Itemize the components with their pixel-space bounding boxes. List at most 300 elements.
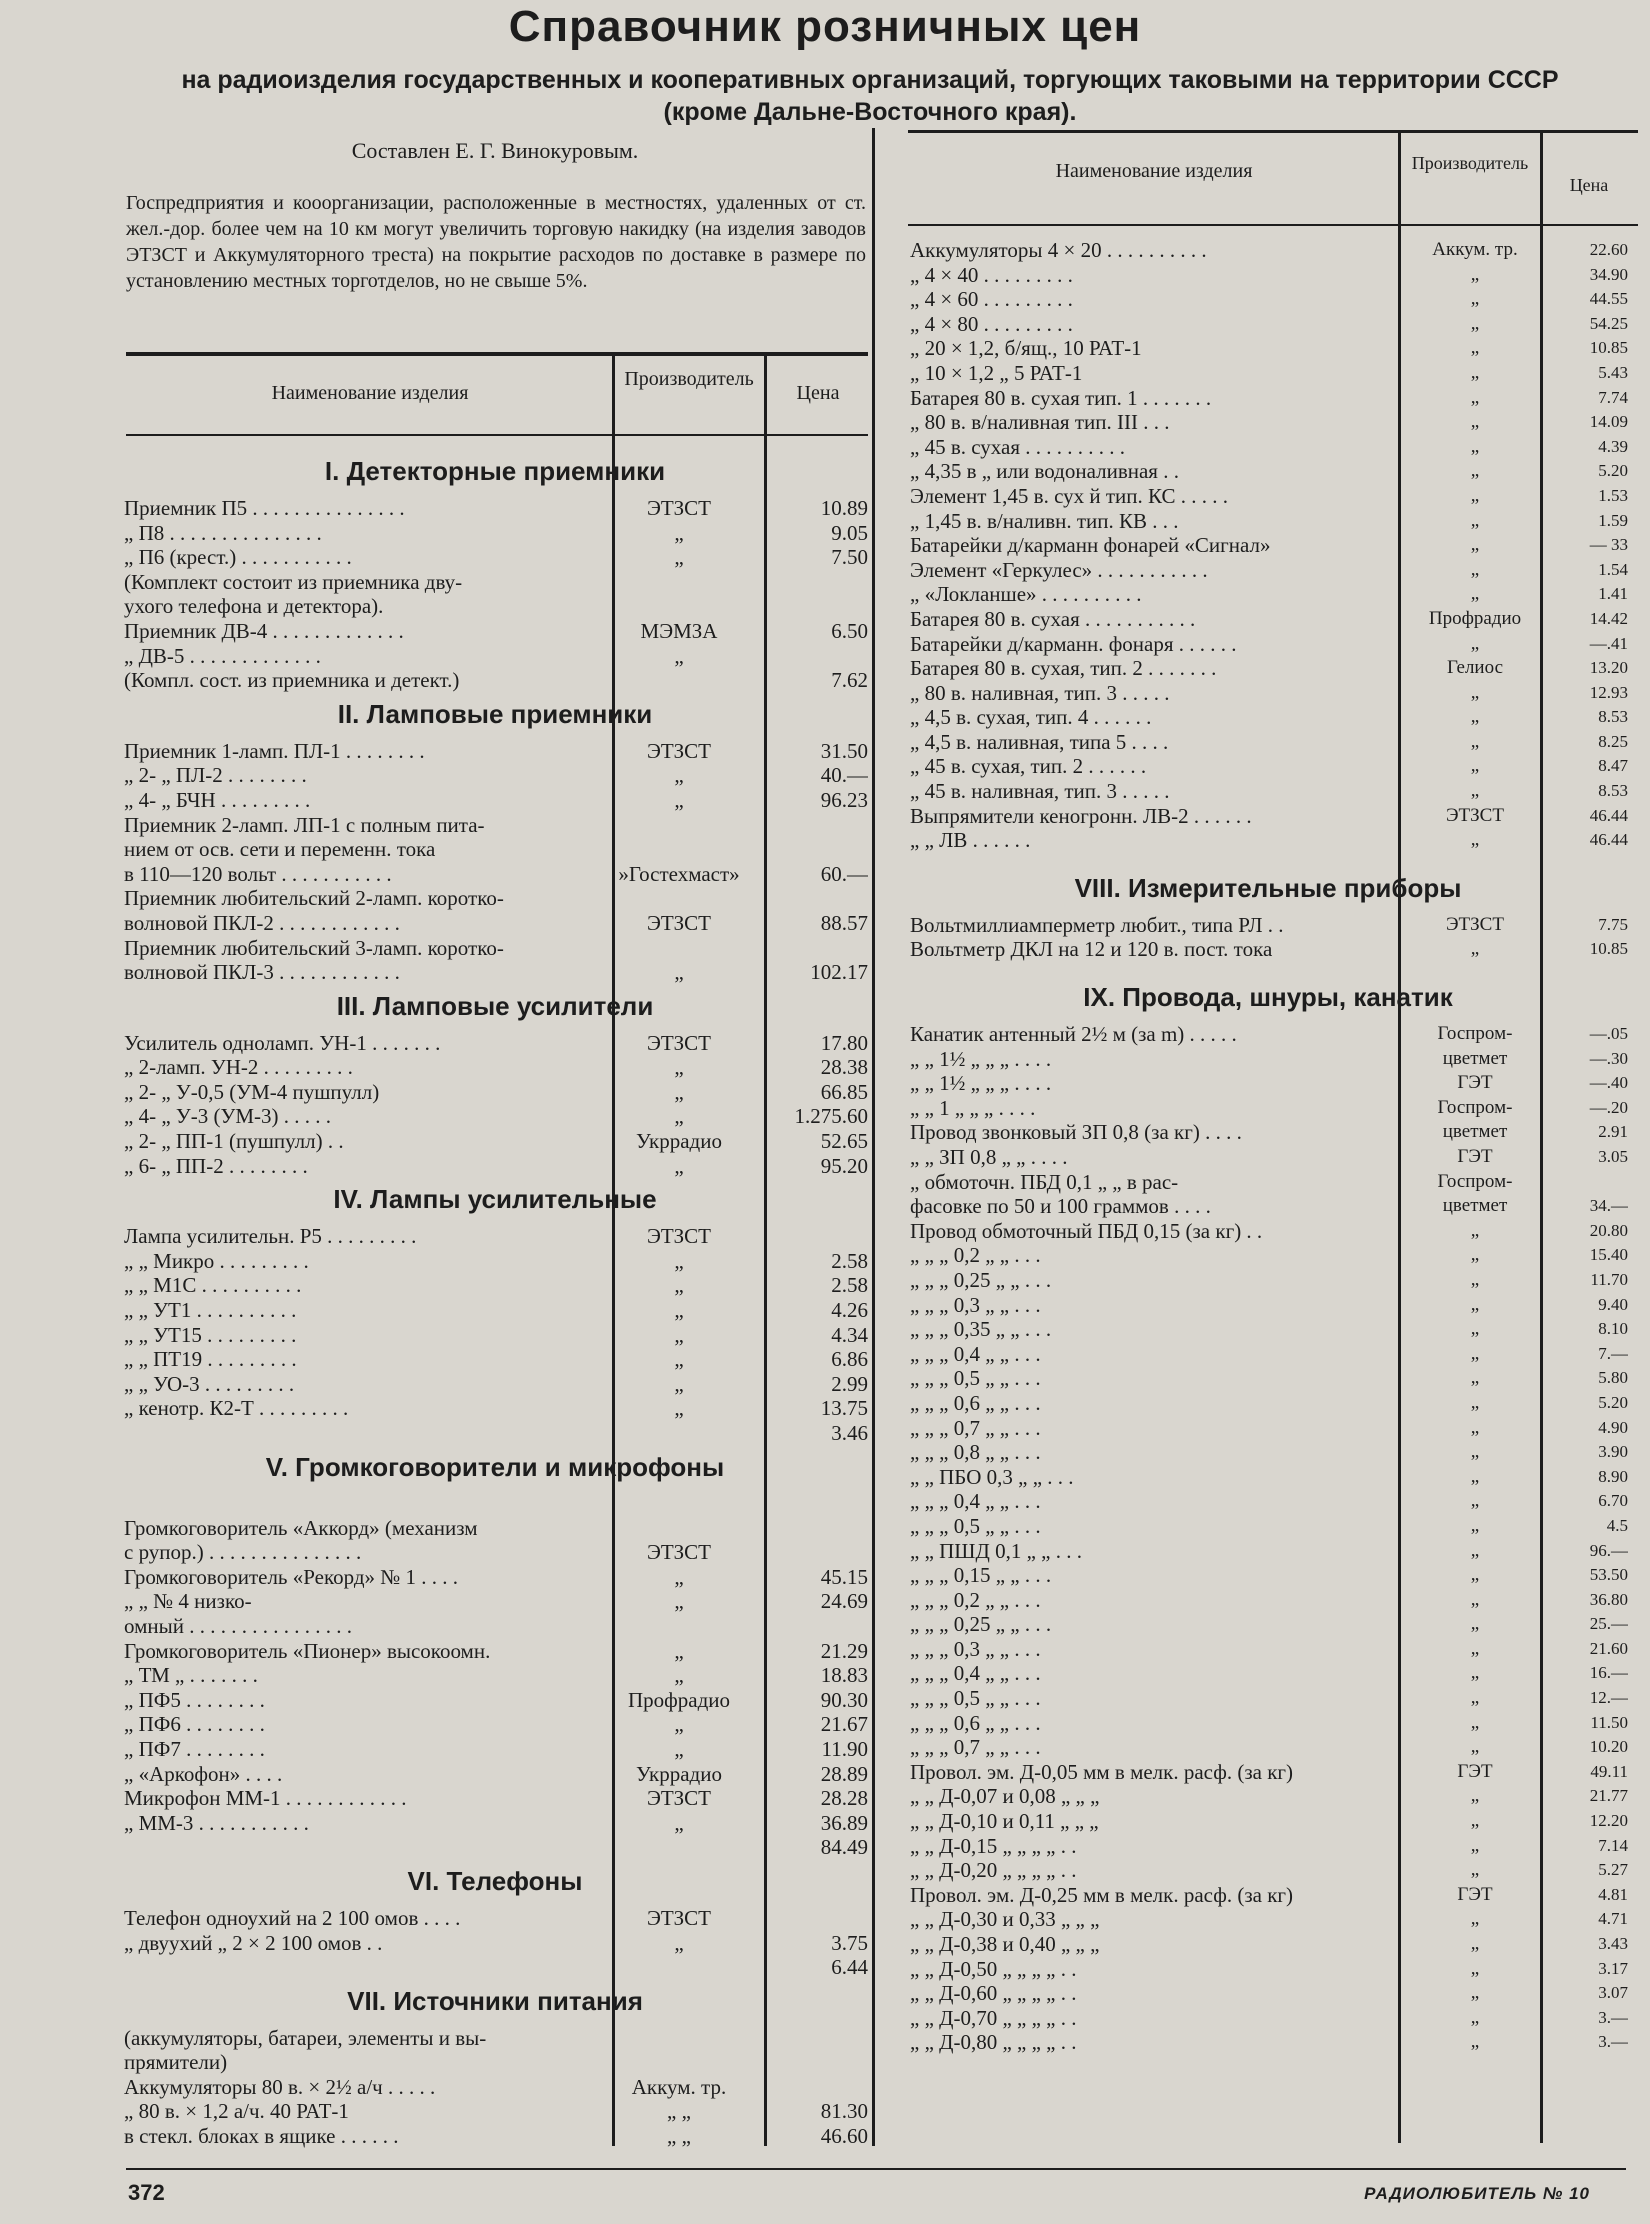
item-maker: [596, 936, 762, 961]
table-row: [908, 509, 1628, 534]
item-price: 2.58: [831, 1248, 868, 1273]
item-name: Приемник П5 . . . . . . . . . . . . . . .: [124, 496, 405, 520]
journal-title: РАДИОЛЮБИТЕЛЬ № 10: [1364, 2184, 1590, 2203]
item-name: „ „ № 4 низко-: [124, 1589, 252, 1614]
table-row: [908, 1268, 1628, 1293]
item-price: 11.70: [1590, 1269, 1628, 1289]
table-row: [122, 1055, 868, 1080]
item-name: „ „ „ 0,3 „ „ . . .: [910, 1292, 1041, 1317]
item-price: 44.55: [1589, 289, 1628, 309]
item-maker: „: [1470, 1318, 1480, 1340]
item-price: 36.89: [820, 1810, 868, 1835]
item-name: „ 45 в. сухая . . . . . . . . . .: [910, 434, 1125, 459]
item-price: 15.40: [1589, 1245, 1628, 1265]
item-maker: Укррадио: [636, 1761, 722, 1786]
table-row: [908, 582, 1628, 607]
item-name: Провод обмоточный ПБД 0,15 (за кг) . .: [910, 1218, 1263, 1243]
item-maker: „: [1470, 1687, 1480, 1709]
right-price-list: [908, 238, 1628, 2055]
item-name: в стекл. блоках в ящике . . . . . .: [124, 2124, 399, 2149]
item-name: „ „ „ 0,25 „ „ . . .: [910, 1612, 1052, 1637]
item-maker: „: [1470, 534, 1480, 556]
item-maker: „: [1470, 263, 1480, 285]
item-price: 12.20: [1589, 1811, 1628, 1831]
item-maker: [596, 570, 762, 595]
item-name: Приемник ДВ-4 . . . . . . . . . . . . .: [124, 618, 404, 643]
item-name: „ „ „ 0,3 „ „ . . .: [910, 1636, 1041, 1661]
item-maker: ЭТЗСТ: [646, 910, 712, 935]
item-price: 6.86: [831, 1347, 868, 1372]
item-name: (Компл. сост. из приемника и детект.): [124, 668, 460, 693]
item-price: [762, 2050, 868, 2075]
item-name: „ „ „ 0,8 „ „ . . .: [910, 1440, 1041, 1465]
item-name: „ 4- „ БЧН . . . . . . . . .: [124, 787, 311, 812]
item-price: 3.—: [1598, 2032, 1628, 2052]
item-maker: „: [1470, 1268, 1480, 1290]
item-price: 9.05: [831, 520, 868, 545]
item-price: 9.40: [1598, 1294, 1628, 1314]
item-price: 81.30: [820, 2099, 868, 2124]
table-row: [122, 545, 868, 570]
item-name: Усилитель одноламп. УН-1 . . . . . . .: [124, 1030, 441, 1055]
item-name: Батарейки д/карманн. фонаря . . . . . .: [910, 631, 1237, 656]
item-name: Провол. эм. Д-0,05 мм в мелк. расф. (за кг): [910, 1759, 1294, 1784]
item-name: „ обмоточн. ПБД 0,1 „ „ в рас-: [910, 1169, 1179, 1194]
item-price: [762, 594, 868, 619]
table-row: [908, 533, 1628, 558]
item-price: 4.71: [1598, 1909, 1628, 1929]
table-row: [122, 1129, 868, 1154]
item-name: „ П8 . . . . . . . . . . . . . . .: [124, 520, 322, 545]
item-price: [762, 1906, 868, 1931]
item-price: 1.53: [1598, 485, 1628, 505]
item-price: 3.17: [1598, 1958, 1628, 1978]
item-name: „ 45 в. сухая, тип. 2 . . . . . .: [910, 754, 1147, 779]
item-name: „ „ УТ1 . . . . . . . . . .: [124, 1298, 297, 1323]
item-name: Вольтметр ДКЛ на 12 и 120 в. пост. тока: [910, 937, 1273, 962]
item-price: 95.20: [820, 1153, 868, 1178]
page-subtitle: на радиоизделия государственных и кооперативных организаций, торгующих таковыми на территории СССР (кроме Дальне-Восточного края).: [181, 66, 1559, 126]
item-maker: Профрадио: [627, 1687, 731, 1712]
item-name: волновой ПКЛ-2 . . . . . . . . . . . .: [124, 910, 400, 935]
item-maker: цветмет: [1442, 1121, 1508, 1143]
item-price: [762, 813, 868, 838]
item-name: омный . . . . . . . . . . . . . . . .: [124, 1613, 352, 1638]
item-name: „ „ „ 0,4 „ „ . . .: [910, 1489, 1041, 1514]
section-heading: II. Ламповые приемники: [337, 698, 653, 729]
item-name: „ „ Д-0,07 и 0,08 „ „ „: [910, 1784, 1100, 1809]
item-price: 34.90: [1589, 264, 1628, 284]
item-price: [762, 1224, 868, 1249]
table-row: [122, 837, 868, 862]
item-price: 28.38: [820, 1055, 868, 1080]
item-maker: „: [674, 1736, 684, 1761]
table-row: [122, 594, 868, 619]
item-name: „ 1,45 в. в/наливн. тип. КВ . . .: [910, 508, 1179, 533]
item-price: [762, 936, 868, 961]
item-name: Приемник любительский 3-ламп. коротко-: [124, 935, 504, 960]
table-row: [908, 558, 1628, 583]
item-name: „ „ УО-3 . . . . . . . . .: [124, 1371, 295, 1396]
item-maker: [596, 1421, 762, 1446]
right-header-name: Наименование изделия: [1055, 160, 1253, 182]
item-maker: „: [1470, 1637, 1480, 1659]
item-price: 36.80: [1589, 1589, 1628, 1609]
item-maker: „: [1470, 1342, 1480, 1364]
item-price: —.30: [1589, 1048, 1628, 1068]
item-price: 24.69: [820, 1589, 868, 1614]
item-maker: ЭТЗСТ: [1446, 913, 1504, 935]
item-price: 21.60: [1589, 1638, 1628, 1658]
item-name: Выпрямители кеногронн. ЛВ-2 . . . . . .: [910, 803, 1252, 828]
table-row: [908, 1858, 1628, 1883]
table-row: [908, 1932, 1628, 1957]
item-price: 17.80: [820, 1030, 868, 1055]
item-name: „ ММ-3 . . . . . . . . . . .: [124, 1810, 309, 1835]
table-row: [908, 1440, 1628, 1465]
item-name: „ 4 × 80 . . . . . . . . .: [910, 311, 1073, 336]
item-name: „ „ „ 0,25 „ „ . . .: [910, 1267, 1052, 1292]
left-header-price: Цена: [796, 382, 840, 404]
item-price: 52.65: [820, 1129, 868, 1154]
right-table-top-rule: [908, 130, 1638, 133]
item-maker: [596, 668, 762, 693]
table-row: [908, 828, 1628, 853]
table-row: [122, 1421, 868, 1446]
table-row: [122, 2124, 868, 2149]
item-maker: „: [1470, 1490, 1480, 1512]
item-price: 20.80: [1589, 1220, 1628, 1240]
table-row: [122, 1737, 868, 1762]
left-header-maker: Производитель: [624, 368, 754, 390]
table-row: [908, 804, 1628, 829]
item-name: Громкоговоритель «Пионер» высокоомн.: [124, 1638, 491, 1663]
item-maker: ГЭТ: [1457, 1072, 1493, 1094]
item-maker: „: [674, 1589, 684, 1614]
item-name: „ „ Д-0,60 „ „ „ „ . .: [910, 1981, 1077, 2006]
item-name: „ 80 в. в/наливная тип. III . . .: [910, 410, 1170, 435]
table-row: [122, 960, 868, 985]
item-maker: „: [674, 1712, 684, 1737]
table-row: [908, 2006, 1628, 2031]
section-heading: V. Громкоговорители и микрофоны: [265, 1451, 725, 1482]
item-name: Провол. эм. Д-0,25 мм в мелк. расф. (за кг): [910, 1882, 1294, 1907]
table-row: [122, 2075, 868, 2100]
item-price: 5.20: [1598, 1392, 1628, 1412]
item-maker: [596, 1835, 762, 1860]
table-row: [122, 886, 868, 911]
item-maker: „: [1470, 1982, 1480, 2004]
item-maker: „: [1470, 558, 1480, 580]
item-name: „ „ Микро . . . . . . . . .: [124, 1248, 309, 1273]
item-price: 4.26: [831, 1298, 868, 1323]
item-name: Батарейки д/карманн фонарей «Сигнал»: [910, 533, 1271, 558]
item-maker: „: [1470, 780, 1480, 802]
item-price: 8.10: [1598, 1319, 1628, 1339]
table-row: [122, 1811, 868, 1836]
table-row: [908, 779, 1628, 804]
item-maker: „: [674, 1396, 684, 1421]
table-row: [122, 1372, 868, 1397]
item-name: „ „ „ 0,2 „ „ . . .: [910, 1587, 1041, 1612]
table-row: [122, 1323, 868, 1348]
item-price: 1.41: [1598, 584, 1628, 604]
table-row: [908, 1489, 1628, 1514]
table-row: [908, 1022, 1628, 1047]
table-row: [122, 1298, 868, 1323]
item-maker: МЭМЗА: [640, 618, 718, 643]
item-maker: Гелиос: [1446, 657, 1504, 679]
item-price: 4.90: [1598, 1417, 1628, 1437]
item-price: 5.43: [1598, 362, 1628, 382]
table-row: [908, 1219, 1628, 1244]
item-price: [762, 570, 868, 595]
item-name: „ «Аркофон» . . . .: [124, 1761, 283, 1786]
table-row: [908, 1735, 1628, 1760]
item-price: 7.75: [1598, 914, 1628, 934]
item-price: 16.—: [1589, 1663, 1628, 1683]
table-row: [908, 386, 1628, 411]
item-price: 2.58: [831, 1273, 868, 1298]
item-price: —.40: [1589, 1073, 1628, 1093]
item-name: Элемент 1,45 в. сух й тип. КС . . . . .: [910, 483, 1229, 508]
item-price: 4.5: [1606, 1515, 1628, 1535]
table-row: [122, 862, 868, 887]
item-maker: „: [674, 1371, 684, 1396]
item-name: волновой ПКЛ-3 . . . . . . . . . . . .: [124, 960, 400, 985]
item-name: „ „ „ 0,7 „ „ . . .: [910, 1735, 1041, 1760]
table-row: [122, 570, 868, 595]
item-price: 45.15: [820, 1564, 868, 1589]
table-row: [122, 1396, 868, 1421]
item-maker: цветмет: [1442, 1047, 1508, 1069]
table-row: [908, 705, 1628, 730]
table-row: [908, 754, 1628, 779]
item-maker: „: [674, 1079, 684, 1104]
item-price: 6.70: [1598, 1491, 1628, 1511]
item-name: фасовке по 50 и 100 граммов . . . .: [910, 1194, 1211, 1219]
table-row: [122, 1540, 868, 1565]
item-maker: [596, 886, 762, 911]
item-name: „ 80 в. × 1,2 а/ч. 40 РАТ-1: [124, 2099, 349, 2124]
item-maker: ЭТЗСТ: [646, 1905, 712, 1930]
item-maker: „: [1470, 829, 1480, 851]
item-price: 3.07: [1598, 1983, 1628, 2003]
table-row: [122, 1224, 868, 1249]
item-maker: „: [674, 1638, 684, 1663]
table-row: [908, 1563, 1628, 1588]
item-maker: „: [1470, 1613, 1480, 1635]
table-row: [908, 2030, 1628, 2055]
item-name: (аккумуляторы, батареи, элементы и вы-: [124, 2025, 487, 2050]
item-maker: „: [1470, 1514, 1480, 1536]
item-maker: „: [1470, 509, 1480, 531]
table-row: [908, 312, 1628, 337]
item-price: 5.20: [1598, 461, 1628, 481]
item-name: „ „ „ 0,4 „ „ . . .: [910, 1661, 1041, 1686]
item-maker: „ „: [667, 2124, 691, 2149]
item-maker: „: [1470, 1859, 1480, 1881]
item-name: „ „ „ 0,7 „ „ . . .: [910, 1415, 1041, 1440]
item-name: „ „ Д-0,50 „ „ „ „ . .: [910, 1956, 1077, 1981]
item-maker: „: [1470, 1662, 1480, 1684]
item-price: 10.89: [820, 496, 868, 520]
item-name: Микрофон ММ-1 . . . . . . . . . . . .: [124, 1786, 407, 1811]
item-maker: „: [674, 1248, 684, 1273]
table-row: [122, 1688, 868, 1713]
item-name: „ 4,5 в. сухая, тип. 4 . . . . . .: [910, 705, 1152, 730]
table-row: [908, 336, 1628, 361]
table-row: [908, 1293, 1628, 1318]
table-row: [122, 1712, 868, 1737]
item-name: Громкоговоритель «Аккорд» (механизм: [124, 1515, 478, 1540]
item-price: 18.83: [820, 1663, 868, 1688]
item-maker: „: [1470, 730, 1480, 752]
item-price: 8.47: [1598, 756, 1628, 776]
item-price: 7.—: [1598, 1343, 1628, 1363]
item-name: Батарея 80 в. сухая, тип. 2 . . . . . . .: [910, 656, 1217, 681]
table-row: [908, 484, 1628, 509]
table-row: [908, 1391, 1628, 1416]
item-name: Вольтмиллиамперметр любит., типа РЛ . .: [910, 912, 1284, 937]
table-row: [908, 1539, 1628, 1564]
item-name: прямители): [124, 2050, 228, 2075]
item-price: 102.17: [810, 960, 868, 985]
item-price: 4.34: [831, 1322, 868, 1347]
item-maker: „: [1470, 2006, 1480, 2028]
item-maker: ГЭТ: [1457, 1760, 1493, 1782]
table-row: [122, 1154, 868, 1179]
item-name: „ „ Д-0,30 и 0,33 „ „ „: [910, 1907, 1100, 1932]
item-maker: „: [1470, 288, 1480, 310]
item-price: 4.39: [1598, 436, 1628, 456]
item-name: „ „ ЛВ . . . . . .: [910, 828, 1031, 853]
table-row: [122, 1955, 868, 1980]
item-maker: „: [674, 545, 684, 570]
item-name: (Комплект состоит из приемника дву-: [124, 569, 463, 594]
item-name: „ 2- „ ПЛ-2 . . . . . . . .: [124, 763, 307, 788]
table-row: [908, 1834, 1628, 1859]
table-row: [908, 1957, 1628, 1982]
item-name: „ 2- „ ПП-1 (пушпулл) . .: [124, 1129, 344, 1154]
item-maker: „: [1470, 1908, 1480, 1930]
table-row: [122, 1080, 868, 1105]
item-name: [122, 1955, 596, 1980]
section-heading: III. Ламповые усилители: [336, 990, 654, 1021]
item-maker: Аккум. тр.: [631, 2074, 727, 2099]
item-name: нием от осв. сети и переменн. тока: [124, 837, 436, 862]
footer-rule: [126, 2168, 1626, 2170]
item-maker: „: [674, 1298, 684, 1323]
item-price: [762, 644, 868, 669]
item-name: „ 45 в. наливная, тип. 3 . . . . .: [910, 779, 1170, 804]
item-maker: „: [1470, 1244, 1480, 1266]
table-row: [908, 1784, 1628, 1809]
item-maker: ЭТЗСТ: [646, 738, 712, 763]
item-price: 46.44: [1589, 830, 1628, 850]
table-row: [908, 681, 1628, 706]
item-name: „ 20 × 1,2, б/ящ., 10 РАТ-1: [910, 336, 1142, 361]
item-maker: „: [1470, 1539, 1480, 1561]
table-row: [908, 459, 1628, 484]
table-row: [908, 361, 1628, 386]
item-price: 3.43: [1598, 1934, 1628, 1953]
item-price: [762, 837, 868, 862]
item-price: [762, 1614, 868, 1639]
item-maker: ЭТЗСТ: [646, 1786, 712, 1811]
item-price: —.05: [1589, 1024, 1628, 1044]
item-price: 5.27: [1598, 1860, 1628, 1880]
item-name: „ 80 в. наливная, тип. 3 . . . . .: [910, 680, 1170, 705]
section-heading: VI. Телефоны: [407, 1865, 583, 1896]
item-maker: „: [1470, 361, 1480, 383]
item-maker: „: [1470, 755, 1480, 777]
item-price: 7.50: [831, 545, 868, 570]
item-maker: „: [1470, 1785, 1480, 1807]
item-name: „ „ УТ15 . . . . . . . . .: [124, 1322, 297, 1347]
item-maker: „: [1470, 706, 1480, 728]
item-maker: „: [674, 1055, 684, 1080]
item-maker: „: [1470, 1810, 1480, 1832]
item-maker: „: [1470, 312, 1480, 334]
item-maker: „: [674, 1930, 684, 1955]
item-maker: „: [1470, 460, 1480, 482]
item-maker: Профрадио: [1428, 607, 1522, 629]
item-price: 5.80: [1598, 1368, 1628, 1388]
item-price: 49.11: [1590, 1761, 1628, 1781]
item-name: [122, 1421, 596, 1446]
item-name: „ „ Д-0,80 „ „ „ „ . .: [910, 2030, 1077, 2055]
table-row: [908, 1096, 1628, 1121]
item-name: „ „ Д-0,20 „ „ „ „ . .: [910, 1858, 1077, 1883]
item-maker: „: [1470, 411, 1480, 433]
item-maker: „: [1470, 1416, 1480, 1438]
intro-paragraph: Госпредприятия и кооорганизации, расположенные в местностях, удаленных от ст. жел.-дор. более чем на 10 км могут увеличить торговую накидку (на изделия заводов ЭТЗСТ и Аккумуляторного треста) на покрытие расходов по доставке в размере по установлению местных торготделов, но не свыше 5%.: [126, 192, 866, 292]
item-name: „ 6- „ ПП-2 . . . . . . . .: [124, 1153, 308, 1178]
item-price: 60.—: [820, 861, 868, 886]
item-name: „ „ М1С . . . . . . . . . .: [124, 1273, 302, 1298]
table-row: [908, 632, 1628, 657]
table-row: [908, 1686, 1628, 1711]
item-price: — 33: [1589, 535, 1628, 555]
item-name: „ ДВ-5 . . . . . . . . . . . . .: [124, 643, 321, 668]
section-heading: IV. Лампы усилительные: [333, 1184, 657, 1215]
item-maker: „: [674, 643, 684, 668]
item-name: „ „ Д-0,70 „ „ „ „ . .: [910, 2005, 1077, 2030]
item-name: „ „ „ 0,6 „ „ . . .: [910, 1390, 1041, 1415]
item-name: Лампа усилительн. Р5 . . . . . . . . .: [124, 1224, 417, 1249]
item-name: „ 4 × 40 . . . . . . . . .: [910, 262, 1073, 287]
item-maker: „: [1470, 681, 1480, 703]
table-row: [122, 739, 868, 764]
item-maker: „: [1470, 1391, 1480, 1413]
item-maker: [596, 2026, 762, 2051]
item-name: Приемник 2-ламп. ЛП-1 с полным пита-: [124, 812, 485, 837]
table-row: [908, 1809, 1628, 1834]
table-row: [908, 656, 1628, 681]
item-maker: „: [674, 1663, 684, 1688]
item-price: 53.50: [1589, 1565, 1628, 1585]
item-maker: „: [1470, 1957, 1480, 1979]
item-price: —.41: [1589, 633, 1628, 653]
table-row: [122, 911, 868, 936]
item-price: —.20: [1589, 1097, 1628, 1117]
table-row: [908, 1883, 1628, 1908]
item-name: „ „ ЗП 0,8 „ „ . . . .: [910, 1145, 1068, 1169]
table-row: [908, 1760, 1628, 1785]
table-row: [908, 263, 1628, 288]
item-name: „ „ „ 0,5 „ „ . . .: [910, 1513, 1041, 1538]
